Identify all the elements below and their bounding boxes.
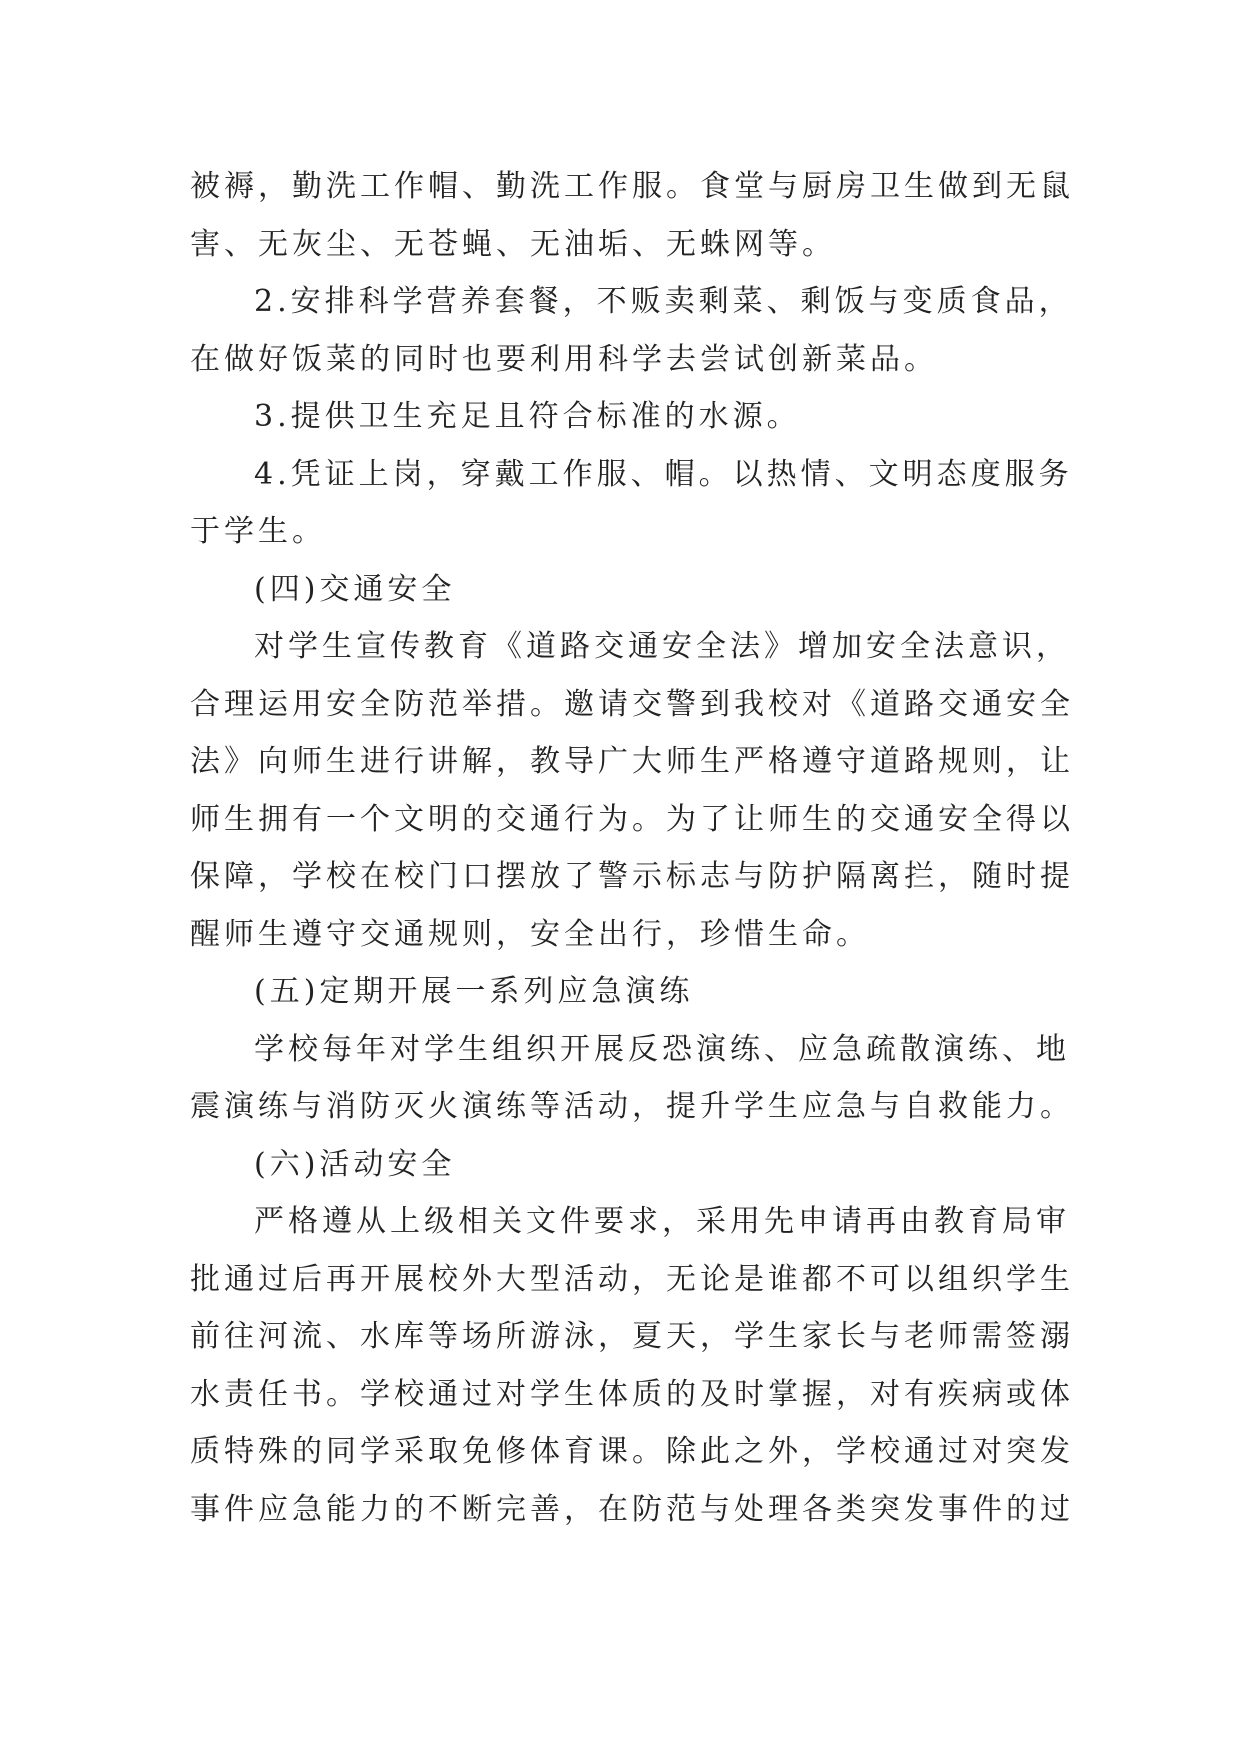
text-line: 被褥，勤洗工作帽、勤洗工作服。食堂与厨房卫生做到无鼠 [190, 169, 1074, 204]
text-line: 对学生宣传教育《道路交通安全法》增加安全法意识， [254, 629, 1070, 664]
text-line: 严格遵从上级相关文件要求，采用先申请再由教育局审 [254, 1204, 1070, 1239]
text-line: 保障，学校在校门口摆放了警示标志与防护隔离拦，随时提 [190, 859, 1074, 894]
text-line: 3.提供卫生充足且符合标准的水源。 [254, 399, 801, 434]
text-line: 法》向师生进行讲解，教导广大师生严格遵守道路规则，让 [190, 744, 1074, 779]
text-line: 水责任书。学校通过对学生体质的及时掌握，对有疾病或体 [190, 1376, 1074, 1412]
text-line: 学校每年对学生组织开展反恐演练、应急疏散演练、地 [254, 1031, 1070, 1067]
text-line: 于学生。 [190, 514, 326, 549]
section-heading: (六)活动安全 [254, 1146, 456, 1182]
text-line: 震演练与消防灭火演练等活动，提升学生应急与自救能力。 [190, 1089, 1074, 1124]
text-line: 4.凭证上岗，穿戴工作服、帽。以热情、文明态度服务 [254, 456, 1073, 492]
text-line: 前往河流、水库等场所游泳，夏天，学生家长与老师需签溺 [190, 1319, 1074, 1354]
text-line: 在做好饭菜的同时也要利用科学去尝试创新菜品。 [190, 341, 938, 377]
text-line: 师生拥有一个文明的交通行为。为了让师生的交通安全得以 [190, 801, 1074, 837]
section-heading: (五)定期开展一系列应急演练 [254, 974, 694, 1009]
document-body [190, 158, 1074, 1538]
section-heading: (四)交通安全 [254, 571, 456, 607]
text-line: 批通过后再开展校外大型活动，无论是谁都不可以组织学生 [190, 1261, 1074, 1297]
text-line: 醒师生遵守交通规则，安全出行，珍惜生命。 [190, 916, 870, 952]
text-line: 事件应急能力的不断完善，在防范与处理各类突发事件的过 [190, 1491, 1074, 1527]
text-line: 害、无灰尘、无苍蝇、无油垢、无蛛网等。 [190, 226, 836, 262]
text-line: 合理运用安全防范举措。邀请交警到我校对《道路交通安全 [190, 686, 1074, 722]
text-line: 质特殊的同学采取免修体育课。除此之外，学校通过对突发 [190, 1434, 1074, 1469]
text-line: 2.安排科学营养套餐，不贩卖剩菜、剩饭与变质食品， [254, 284, 1073, 319]
